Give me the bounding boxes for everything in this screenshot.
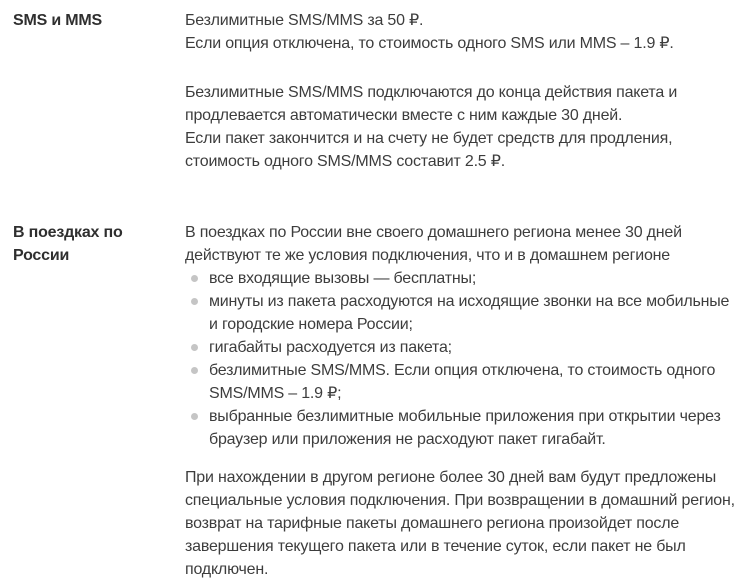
list-item	[185, 290, 737, 336]
section-travel-russia	[13, 221, 737, 581]
section-content-sms-mms	[185, 9, 737, 173]
section-label-sms-mms: SMS и MMS	[13, 12, 102, 29]
list-item-text: безлимитные SMS/MMS. Если опция отключена, то стоимость одного SMS/MMS – 1.9 ₽;	[209, 362, 716, 402]
bullet-icon	[191, 367, 198, 374]
text-line: Если пакет закончится и на счету не будет средств для продления, стоимость одного SMS/MMS составит 2.5 ₽.	[185, 130, 673, 170]
list-item-text: гигабайты расходуется из пакета;	[209, 339, 452, 356]
text-line: Безлимитные SMS/MMS за 50 ₽.	[185, 12, 424, 29]
travel-conditions-list	[185, 267, 737, 451]
paragraph-travel-intro: В поездках по России вне своего домашнего региона менее 30 дней действуют те же условия подключения, что и в домашнем регионе	[185, 224, 682, 264]
bullet-icon	[191, 344, 198, 351]
paragraph-sms-price	[185, 9, 737, 55]
section-sms-mms	[13, 9, 737, 173]
section-content-travel-russia	[185, 221, 737, 581]
list-item	[185, 336, 737, 359]
bullet-icon	[191, 413, 198, 420]
list-item-text: минуты из пакета расходуются на исходящие звонки на все мобильные и городские номера России;	[209, 293, 730, 333]
bullet-icon	[191, 298, 198, 305]
paragraph-travel-outro: При нахождении в другом регионе более 30 дней вам будут предложены специальные условия подключения. При возвращении в домашний регион, возврат на тарифные пакеты домашнего региона произойдет после завершения текущего пакета или в течение суток, если пакет не был подключен.	[185, 469, 735, 578]
text-line: Если опция отключена, то стоимость одного SMS или MMS – 1.9 ₽.	[185, 35, 674, 52]
list-item-text: выбранные безлимитные мобильные приложения при открытии через браузер или приложения не расходуют пакет гигабайт.	[209, 408, 721, 448]
list-item	[185, 359, 737, 405]
list-item	[185, 267, 737, 290]
paragraph-sms-renewal	[185, 81, 737, 173]
list-item-text: все входящие вызовы — бесплатны;	[209, 270, 477, 287]
bullet-icon	[191, 275, 198, 282]
list-item	[185, 405, 737, 451]
text-line: Безлимитные SMS/MMS подключаются до конца действия пакета и продлевается автоматически вместе с ним каждые 30 дней.	[185, 84, 678, 124]
section-label-travel-russia: В поездках по России	[13, 224, 123, 264]
